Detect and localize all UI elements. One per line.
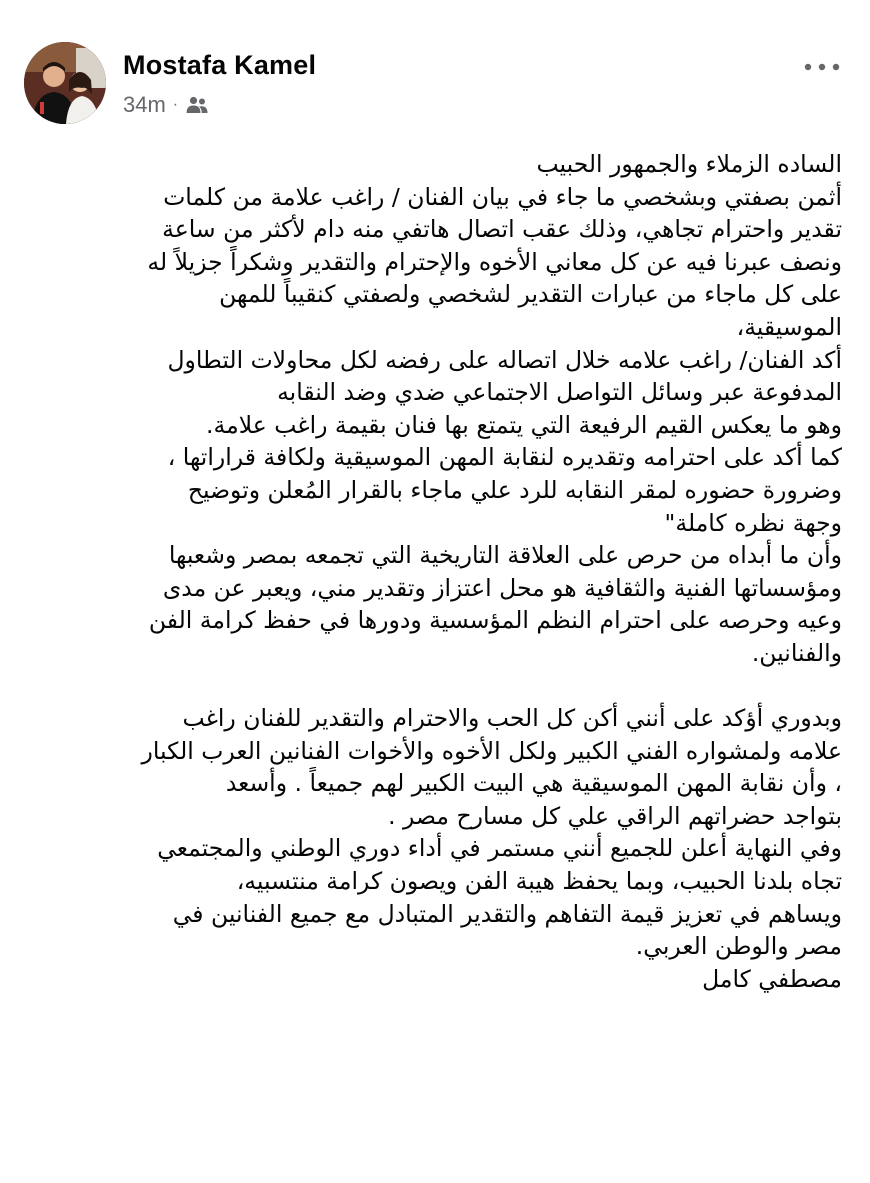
post-line: وضرورة حضوره لمقر النقابه للرد علي ماجاء بالقرار المُعلن وتوضيح bbox=[187, 475, 842, 504]
post-line: كما أكد على احترامه وتقديره لنقابة المهن الموسيقية ولكافة قراراتها ، bbox=[167, 443, 842, 472]
more-horizontal-icon[interactable] bbox=[802, 58, 842, 76]
post-line: على كل ماجاء من عبارات التقدير لشخصي ولصفتي كنقيباً للمهن bbox=[219, 280, 842, 309]
post-signature: مصطفي كامل bbox=[702, 964, 842, 993]
post-line: تجاه بلدنا الحبيب، وبما يحفظ هيبة الفن ويصون كرامة منتسبيه، bbox=[236, 867, 842, 896]
post-line: وفي النهاية أعلن للجميع أنني مستمر في أداء دوري الوطني والمجتمعي bbox=[157, 834, 842, 863]
post-line: أثمن بصفتي وبشخصي ما جاء في بيان الفنان / راغب علامة من كلمات bbox=[163, 182, 842, 211]
post-line: والفنانين. bbox=[751, 638, 842, 667]
post-line: ويساهم في تعزيز قيمة التفاهم والتقدير المتبادل مع جميع الفنانين في bbox=[172, 899, 842, 928]
post-line: الموسيقية، bbox=[736, 312, 842, 341]
post-line: ومؤسساتها الفنية والثقافية هو محل اعتزاز وتقدير مني، ويعبر عن مدى bbox=[162, 573, 842, 602]
post-line: وبدوري أؤكد على أنني أكن كل الحب والاحترام والتقدير للفنان راغب bbox=[182, 704, 842, 733]
post-line: وأن ما أبداه من حرص على العلاقة التاريخية التي تجمعه بمصر وشعبها bbox=[168, 541, 842, 570]
post-time[interactable]: 34m bbox=[123, 92, 166, 117]
post-line: المدفوعة عبر وسائل التواصل الاجتماعي ضدي وضد النقابه bbox=[277, 378, 842, 407]
post-line: وعيه وحرصه على احترام النظم المؤسسية ودورها في حفظ كرامة الفن bbox=[148, 606, 842, 635]
meta-separator: · bbox=[172, 96, 179, 113]
post-line: علامه ولمشواره الفني الكبير ولكل الأخوه والأخوات الفنانين العرب الكبار bbox=[141, 736, 842, 765]
paragraph-break bbox=[28, 670, 842, 703]
post-line: الساده الزملاء والجمهور الحبيب bbox=[536, 150, 842, 178]
post-line: وهو ما يعكس القيم الرفيعة التي يتمتع بها فنان بقيمة راغب علامة. bbox=[206, 410, 842, 439]
avatar[interactable] bbox=[24, 42, 106, 124]
friends-icon[interactable] bbox=[185, 95, 209, 115]
post-header bbox=[0, 0, 870, 140]
post-line: وجهة نظره كاملة" bbox=[664, 508, 842, 537]
post-line: مصر والوطن العربي. bbox=[635, 932, 842, 961]
post-line: بتواجد حضراتهم الراقي علي كل مسارح مصر . bbox=[388, 801, 842, 830]
post-line: أكد الفنان/ راغب علامه خلال اتصاله على رفضه لكل محاولات التطاول bbox=[167, 345, 842, 374]
post-meta bbox=[123, 93, 209, 117]
post-line: ونصف عبرنا فيه عن كل معاني الأخوه والإحترام والتقدير وشكراً جزيلاً له bbox=[147, 247, 842, 276]
post-line: ، وأن نقابة المهن الموسيقية هي البيت الكبير لهم جميعاً . وأسعد bbox=[225, 769, 842, 798]
author-name[interactable]: Mostafa Kamel bbox=[123, 50, 317, 80]
post-body bbox=[28, 148, 842, 995]
avatar-photo-icon bbox=[24, 42, 106, 124]
post-line: تقدير واحترام تجاهي، وذلك عقب اتصال هاتفي منه دام لأكثر من ساعة bbox=[162, 215, 842, 244]
